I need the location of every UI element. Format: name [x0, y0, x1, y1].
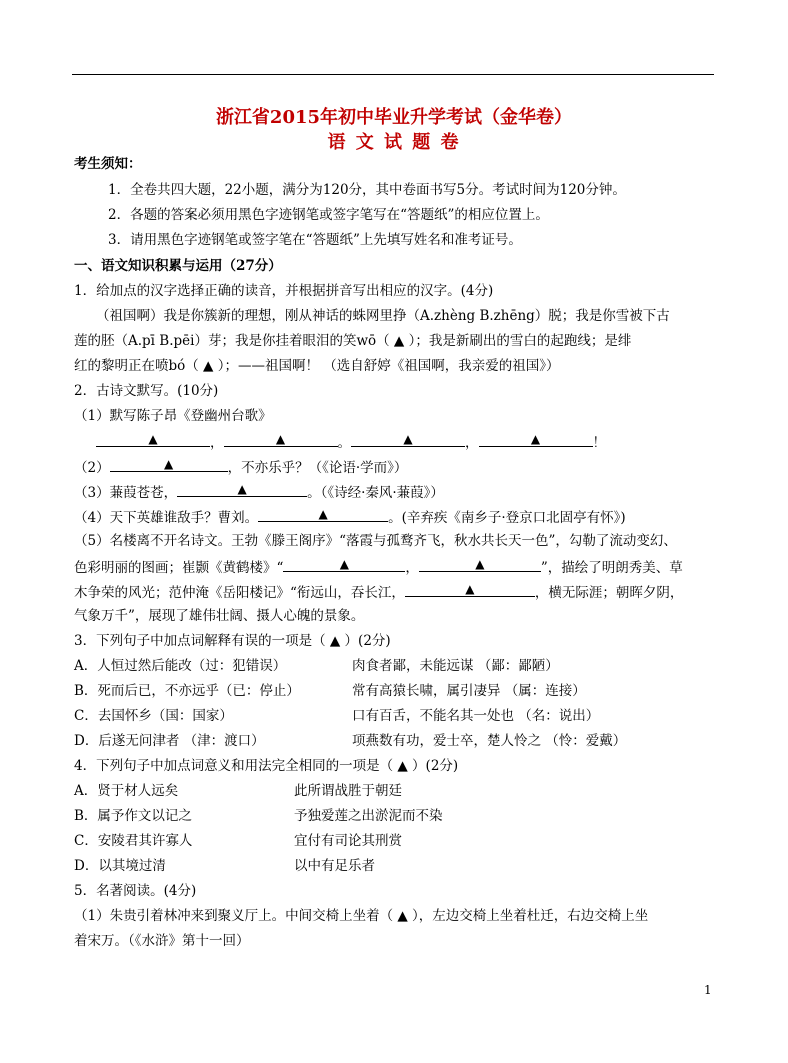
q4-option: 予独爱莲之出淤泥而不染 [294, 808, 443, 824]
q1-stem: 1．给加点的汉字选择正确的读音，并根据拼音写出相应的汉字。(4分) [74, 283, 494, 299]
q4-option: 此所谓战胜于朝廷 [294, 783, 402, 799]
q2-sub3: （3）蒹葭苍苍， ▲ 。（《诗经·秦风·蒹葭》） [74, 482, 444, 501]
q4-option: B．属予作文以记之 [74, 808, 192, 824]
q3-option: C．去国怀乡（国：国家） [74, 708, 233, 724]
answer-blank[interactable]: ▲ [479, 432, 593, 447]
answer-blank[interactable]: ▲ [258, 507, 388, 522]
q5-stem: 5．名著阅读。(4分) [74, 883, 197, 899]
notice-item: 3．请用黑色字迹钢笔或签字笔在“答题纸”上先填写姓名和准考证号。 [108, 232, 522, 248]
q3-option: 常有高猿长啸，属引凄异 （属：连接） [352, 683, 586, 699]
q3-option: 肉食者鄙，未能远谋 （鄙：鄙陋） [352, 658, 559, 674]
q2-sub1-blanks: ▲ ， ▲ 。 ▲ ， ▲ ！ [96, 432, 606, 452]
answer-blank[interactable]: ▲ [177, 482, 307, 497]
answer-blank[interactable]: ▲ [419, 557, 541, 572]
q5-text: （1）朱贵引着林冲来到聚义厅上。中间交椅上坐着（ ▲ ），左边交椅上坐着杜迁，右边交椅上坐 [74, 908, 649, 924]
q3-option: D．后遂无问津者 （津：渡口） [74, 733, 265, 749]
paper-title: 语 文 试 题 卷 [327, 132, 461, 153]
q4-option: 以中有足乐者 [294, 858, 375, 874]
q3-stem: 3．下列句子中加点词解释有误的一项是（ ▲ ）(2分) [74, 633, 391, 649]
q4-option: A．贤于材人远矣 [74, 783, 179, 799]
q2-stem: 2．古诗文默写。(10分) [74, 383, 219, 399]
answer-blank[interactable]: ▲ [283, 557, 405, 572]
q2-sub5: （5）名楼离不开名诗文。王勃《滕王阁序》“落霞与孤鹜齐飞，秋水共长天一色”，勾勒了流动变幻、 [74, 533, 677, 549]
q4-option: 宜付有司论其刑赏 [294, 833, 402, 849]
q4-option: D．以其境过清 [74, 858, 166, 874]
q2-sub4: （4）天下英雄谁敌手？曹刘。 ▲ 。(辛弃疾《南乡子·登京口北固亭有怀》) [74, 507, 626, 526]
header-rule [72, 74, 714, 75]
q2-sub1: （1）默写陈子昂《登幽州台歌》 [74, 408, 272, 424]
answer-blank[interactable]: ▲ [224, 432, 338, 447]
answer-blank[interactable]: ▲ [405, 582, 535, 597]
answer-blank[interactable]: ▲ [351, 432, 465, 447]
notice-item: 2．各题的答案必须用黑色字迹钢笔或签字笔写在“答题纸”的相应位置上。 [108, 207, 549, 223]
q3-option: B．死而后已，不亦远乎（已：停止） [74, 683, 300, 699]
q2-sub5: 色彩明丽的图画；崔颢《黄鹤楼》“ ▲ ， ▲ ”，描绘了明朗秀美、草 [74, 557, 683, 576]
q1-text: 莲的胚（A.pī B.pēi）芽；我是你挂着眼泪的笑wō（ ▲ ）；我是新刷出的雪白的起跑线；是绯 [74, 333, 632, 349]
q2-sub5: 气象万千”，展现了雄伟壮阔、摄人心魄的景象。 [74, 608, 365, 624]
q1-text: 红的黎明正在喷bó（ ▲ ）；——祖国啊！ （选自舒婷《祖国啊，我亲爱的祖国》） [74, 358, 560, 374]
section-heading: 一、语文知识积累与运用（27分） [74, 258, 282, 274]
exam-title: 浙江省2015年初中毕业升学考试（金华卷） [215, 107, 573, 128]
page-number: 1 [704, 983, 712, 997]
q4-stem: 4．下列句子中加点词意义和用法完全相同的一项是（ ▲ ）(2分) [74, 758, 459, 774]
q3-option: 口有百舌，不能名其一处也 （名：说出） [352, 708, 600, 724]
q5-text: 着宋万。（《水浒》第十一回） [74, 933, 250, 949]
answer-blank[interactable]: ▲ [96, 432, 210, 447]
q3-option: A．人恒过然后能改（过：犯错误） [74, 658, 287, 674]
answer-blank[interactable]: ▲ [110, 457, 228, 472]
q2-sub2: （2） ▲ ，不亦乐乎？（《论语·学而》） [74, 457, 408, 476]
notice-item: 1．全卷共四大题，22小题，满分为120分，其中卷面书写5分。考试时间为120分钟。 [108, 182, 626, 198]
q1-text: （祖国啊）我是你簇新的理想，刚从神话的蛛网里挣（A.zhèng B.zhēng）脱；我是你雪被下古 [96, 308, 670, 324]
q3-option: 项燕数有功，爱士卒，楚人怜之 （怜：爱戴） [352, 733, 627, 749]
q4-option: C．安陵君其许寡人 [74, 833, 193, 849]
q2-sub5: 木争荣的风光；范仲淹《岳阳楼记》“衔远山，吞长江， ▲ ，横无际涯；朝晖夕阴， [74, 582, 684, 601]
notice-heading: 考生须知： [74, 156, 142, 172]
